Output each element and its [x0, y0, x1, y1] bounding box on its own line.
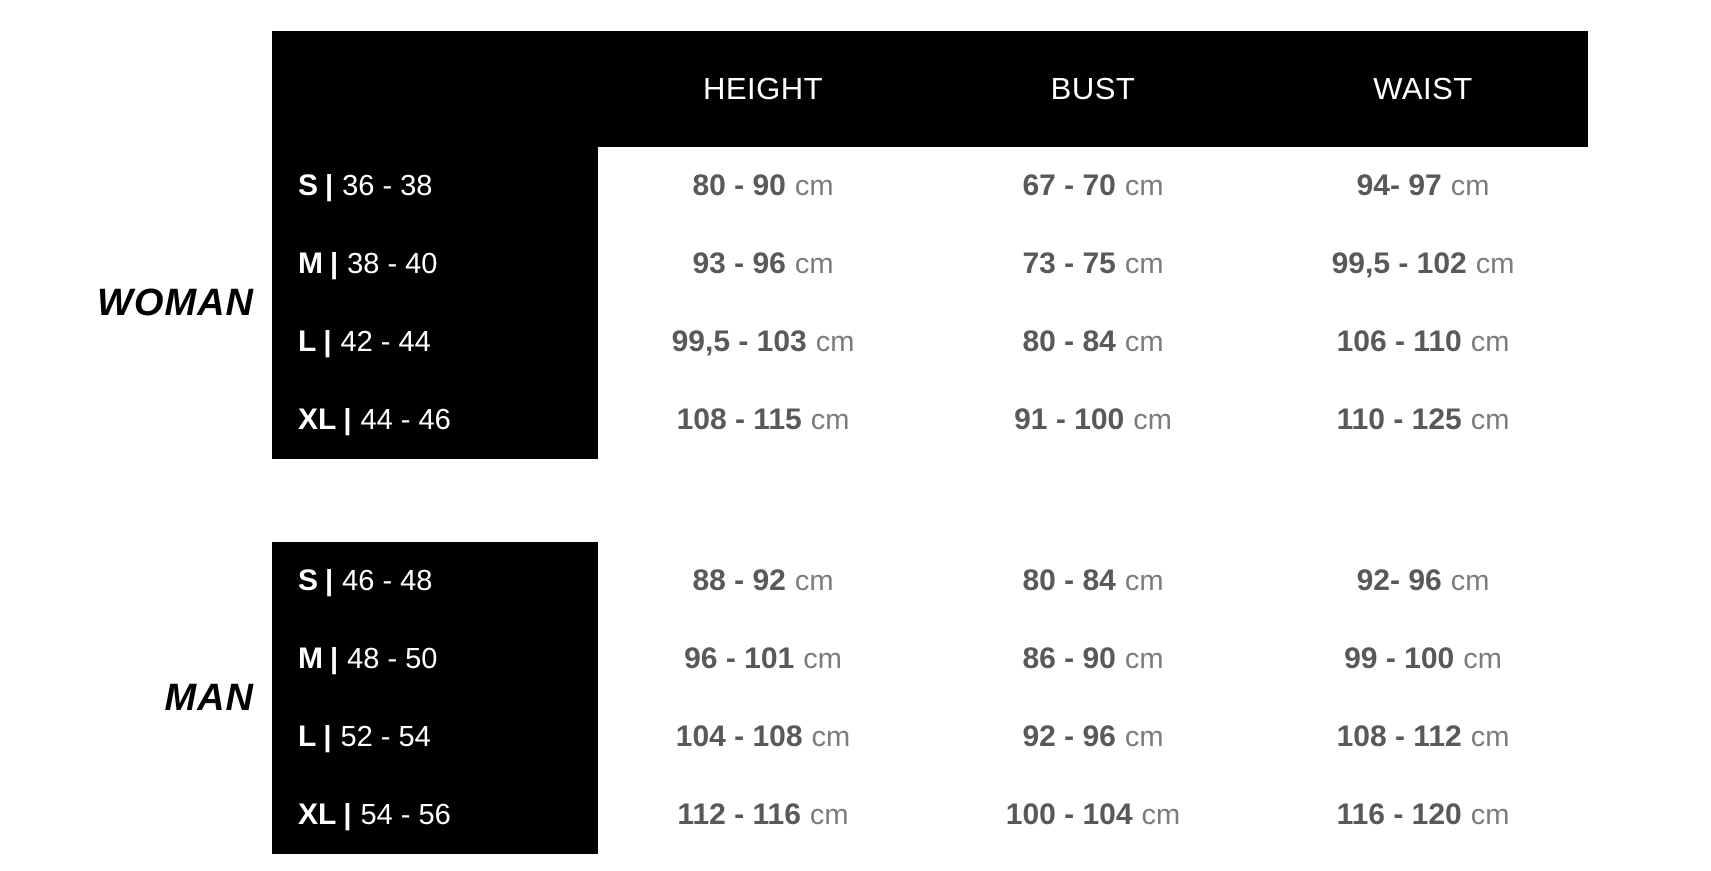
- size-code: S: [298, 169, 319, 202]
- unit: cm: [811, 720, 851, 753]
- cell-waist: [1258, 225, 1588, 303]
- unit: cm: [1450, 169, 1490, 202]
- value: 108 - 115: [676, 403, 802, 436]
- value: 93 - 96: [692, 247, 786, 280]
- unit: cm: [1470, 325, 1510, 358]
- value: 86 - 90: [1022, 642, 1116, 675]
- unit: cm: [1475, 247, 1515, 280]
- cell-waist: [1258, 147, 1588, 225]
- value: 92 - 96: [1022, 720, 1116, 753]
- unit: cm: [809, 798, 849, 831]
- value: 106 - 110: [1336, 325, 1462, 358]
- header-bust: BUST: [928, 31, 1258, 147]
- unit: cm: [1133, 403, 1172, 436]
- cell-bust: [928, 147, 1258, 225]
- cell-height: [598, 542, 928, 620]
- header-waist: WAIST: [1258, 31, 1588, 147]
- cell-bust: [928, 698, 1258, 776]
- unit: cm: [1141, 798, 1181, 831]
- section-label-man: MAN: [164, 676, 254, 719]
- size-cell: [272, 147, 598, 225]
- cell-height: [598, 698, 928, 776]
- cell-height: [598, 776, 928, 854]
- size-eu: 44 - 46: [360, 403, 451, 436]
- unit: cm: [1470, 720, 1510, 753]
- cell-height: [598, 225, 928, 303]
- cell-waist: [1258, 698, 1588, 776]
- cell-bust: [928, 776, 1258, 854]
- cell-bust: [928, 620, 1258, 698]
- table-row: [272, 776, 1711, 854]
- value: 91 - 100: [1014, 403, 1125, 436]
- table-row: [272, 303, 1711, 381]
- size-code: S: [298, 564, 319, 597]
- cell-bust: [928, 381, 1258, 459]
- value: 80 - 84: [1022, 325, 1116, 358]
- size-eu: 52 - 54: [340, 720, 431, 753]
- value: 108 - 112: [1336, 720, 1462, 753]
- value: 94- 97: [1356, 169, 1442, 202]
- size-code: M: [298, 247, 323, 280]
- unit: cm: [1470, 798, 1510, 831]
- unit: cm: [1124, 564, 1164, 597]
- unit: cm: [1124, 720, 1164, 753]
- size-code: L: [298, 720, 317, 753]
- size-cell: [272, 698, 598, 776]
- table-header: [0, 31, 1711, 147]
- table-row: [272, 225, 1711, 303]
- size-separator: |: [343, 403, 352, 436]
- value: 99 - 100: [1344, 642, 1455, 675]
- size-eu: 54 - 56: [360, 798, 451, 831]
- cell-waist: [1258, 776, 1588, 854]
- value: 96 - 101: [684, 642, 795, 675]
- size-separator: |: [325, 169, 334, 202]
- unit: cm: [794, 564, 834, 597]
- table-row: [272, 381, 1711, 459]
- size-separator: |: [325, 564, 334, 597]
- size-cell: [272, 303, 598, 381]
- value: 116 - 120: [1336, 798, 1462, 831]
- cell-height: [598, 303, 928, 381]
- section-label-woman: WOMAN: [97, 281, 254, 324]
- size-separator: |: [330, 642, 339, 675]
- unit: cm: [803, 642, 842, 675]
- unit: cm: [794, 169, 834, 202]
- unit: cm: [1124, 247, 1164, 280]
- woman-rows: [272, 147, 1711, 459]
- size-eu: 42 - 44: [340, 325, 431, 358]
- cell-waist: [1258, 542, 1588, 620]
- size-eu: 46 - 48: [342, 564, 433, 597]
- value: 73 - 75: [1022, 247, 1116, 280]
- size-code: XL: [298, 403, 337, 436]
- cell-height: [598, 381, 928, 459]
- unit: cm: [794, 247, 834, 280]
- cell-waist: [1258, 303, 1588, 381]
- cell-bust: [928, 303, 1258, 381]
- value: 99,5 - 103: [671, 325, 807, 358]
- unit: cm: [1463, 642, 1502, 675]
- unit: cm: [1470, 403, 1510, 436]
- header-corner: [272, 31, 598, 147]
- table-row: [272, 698, 1711, 776]
- unit: cm: [1124, 642, 1164, 675]
- size-cell: [272, 620, 598, 698]
- cell-waist: [1258, 620, 1588, 698]
- value: 99,5 - 102: [1331, 247, 1467, 280]
- size-eu: 48 - 50: [347, 642, 438, 675]
- size-code: L: [298, 325, 317, 358]
- size-code: XL: [298, 798, 337, 831]
- cell-waist: [1258, 381, 1588, 459]
- value: 104 - 108: [675, 720, 803, 753]
- unit: cm: [1124, 325, 1164, 358]
- unit: cm: [1450, 564, 1490, 597]
- table-row: [272, 147, 1711, 225]
- size-code: M: [298, 642, 323, 675]
- value: 112 - 116: [677, 798, 801, 831]
- size-separator: |: [323, 325, 332, 358]
- man-rows: [272, 542, 1711, 854]
- size-separator: |: [330, 247, 339, 280]
- value: 80 - 90: [692, 169, 786, 202]
- value: 92- 96: [1356, 564, 1442, 597]
- cell-height: [598, 620, 928, 698]
- size-cell: [272, 225, 598, 303]
- value: 100 - 104: [1005, 798, 1133, 831]
- value: 110 - 125: [1336, 403, 1462, 436]
- cell-bust: [928, 225, 1258, 303]
- cell-bust: [928, 542, 1258, 620]
- unit: cm: [815, 325, 855, 358]
- unit: cm: [810, 403, 850, 436]
- value: 67 - 70: [1022, 169, 1116, 202]
- size-cell: [272, 381, 598, 459]
- size-eu: 36 - 38: [342, 169, 433, 202]
- value: 88 - 92: [692, 564, 786, 597]
- table-row: [272, 542, 1711, 620]
- size-separator: |: [323, 720, 332, 753]
- size-eu: 38 - 40: [347, 247, 438, 280]
- header-corner-spacer: [0, 31, 272, 147]
- size-cell: [272, 776, 598, 854]
- size-cell: [272, 542, 598, 620]
- size-separator: |: [343, 798, 352, 831]
- value: 80 - 84: [1022, 564, 1116, 597]
- header-height: HEIGHT: [598, 31, 928, 147]
- cell-height: [598, 147, 928, 225]
- table-row: [272, 620, 1711, 698]
- unit: cm: [1124, 169, 1164, 202]
- section-man: [0, 542, 1711, 854]
- section-woman: [0, 147, 1711, 459]
